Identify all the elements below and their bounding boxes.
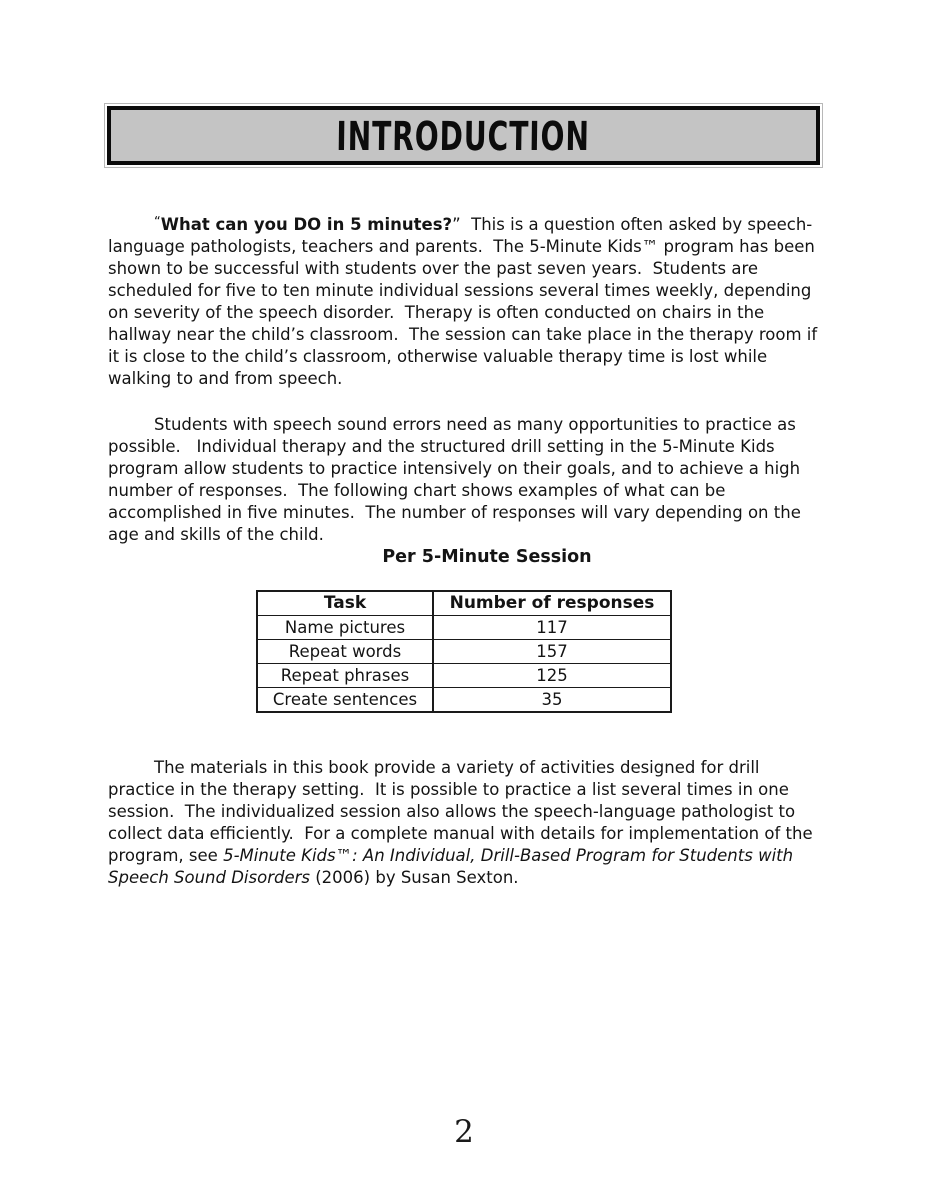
text-segment-bold: What can you DO in 5 minutes? [160, 215, 453, 234]
table-head [257, 591, 671, 616]
table-header-cell: Number of responses [433, 591, 671, 616]
table-cell: Create sentences [257, 688, 433, 713]
intro-paragraph-2 [108, 414, 820, 546]
title-banner [107, 106, 820, 165]
table-cell: 157 [433, 640, 671, 664]
table-cell: 125 [433, 664, 671, 688]
closing-paragraph [108, 757, 820, 889]
table-cell: Name pictures [257, 616, 433, 640]
table-cell: Repeat phrases [257, 664, 433, 688]
text-segment-normal: (2006) by Susan Sexton. [310, 868, 519, 887]
table-cell: 35 [433, 688, 671, 713]
table-row [257, 616, 671, 640]
page-title: INTRODUCTION [336, 111, 591, 160]
table-cell: 117 [433, 616, 671, 640]
text-segment-quote: “ [154, 215, 161, 230]
responses-table [256, 590, 672, 713]
table-row [257, 640, 671, 664]
text-segment-normal: ” This is a question often asked by speech-language pathologists, teachers and parents. The 5-Minute Kids™ program has been shown to be successful with students over the past seven years. Students are scheduled for five to ten minute individual sessions several times weekly, depending on severity of the speech disorder. Therapy is often conducted on chairs in the hallway near the child’s classroom. The session can take place in the therapy room if it is close to the child’s classroom, otherwise valuable therapy time is lost while walking to and from speech. [108, 215, 818, 388]
page-content [108, 212, 820, 889]
intro-paragraph-1 [108, 212, 820, 390]
text-segment-normal: The materials in this book provide a variety of activities designed for drill practice in the therapy setting. It is possible to practice a list several times in one session. The individualized session also allows the speech-language pathologist to collect data efficiently. For a complete manual with details for implementation of the program, see [108, 758, 813, 865]
text-segment-normal: Students with speech sound errors need as many opportunities to practice as possible. Individual therapy and the structured drill setting in the 5-Minute Kids program allow students to practice intensively on their goals, and to achieve a high number of responses. The following chart shows examples of what can be accomplished in five minutes. The number of responses will vary depending on the age and skills of the child. [108, 415, 801, 544]
table-header-cell: Task [257, 591, 433, 616]
table-header-row [257, 591, 671, 616]
table-body [257, 616, 671, 713]
table-row [257, 688, 671, 713]
text-segment-italic: 5-Minute Kids™: An Individual, Drill-Based Program for Students with Speech Sound Disorders [108, 846, 794, 887]
table-cell: Repeat words [257, 640, 433, 664]
table-heading: Per 5-Minute Session [382, 547, 592, 567]
table-row [257, 664, 671, 688]
page-number: 2 [454, 1114, 474, 1150]
